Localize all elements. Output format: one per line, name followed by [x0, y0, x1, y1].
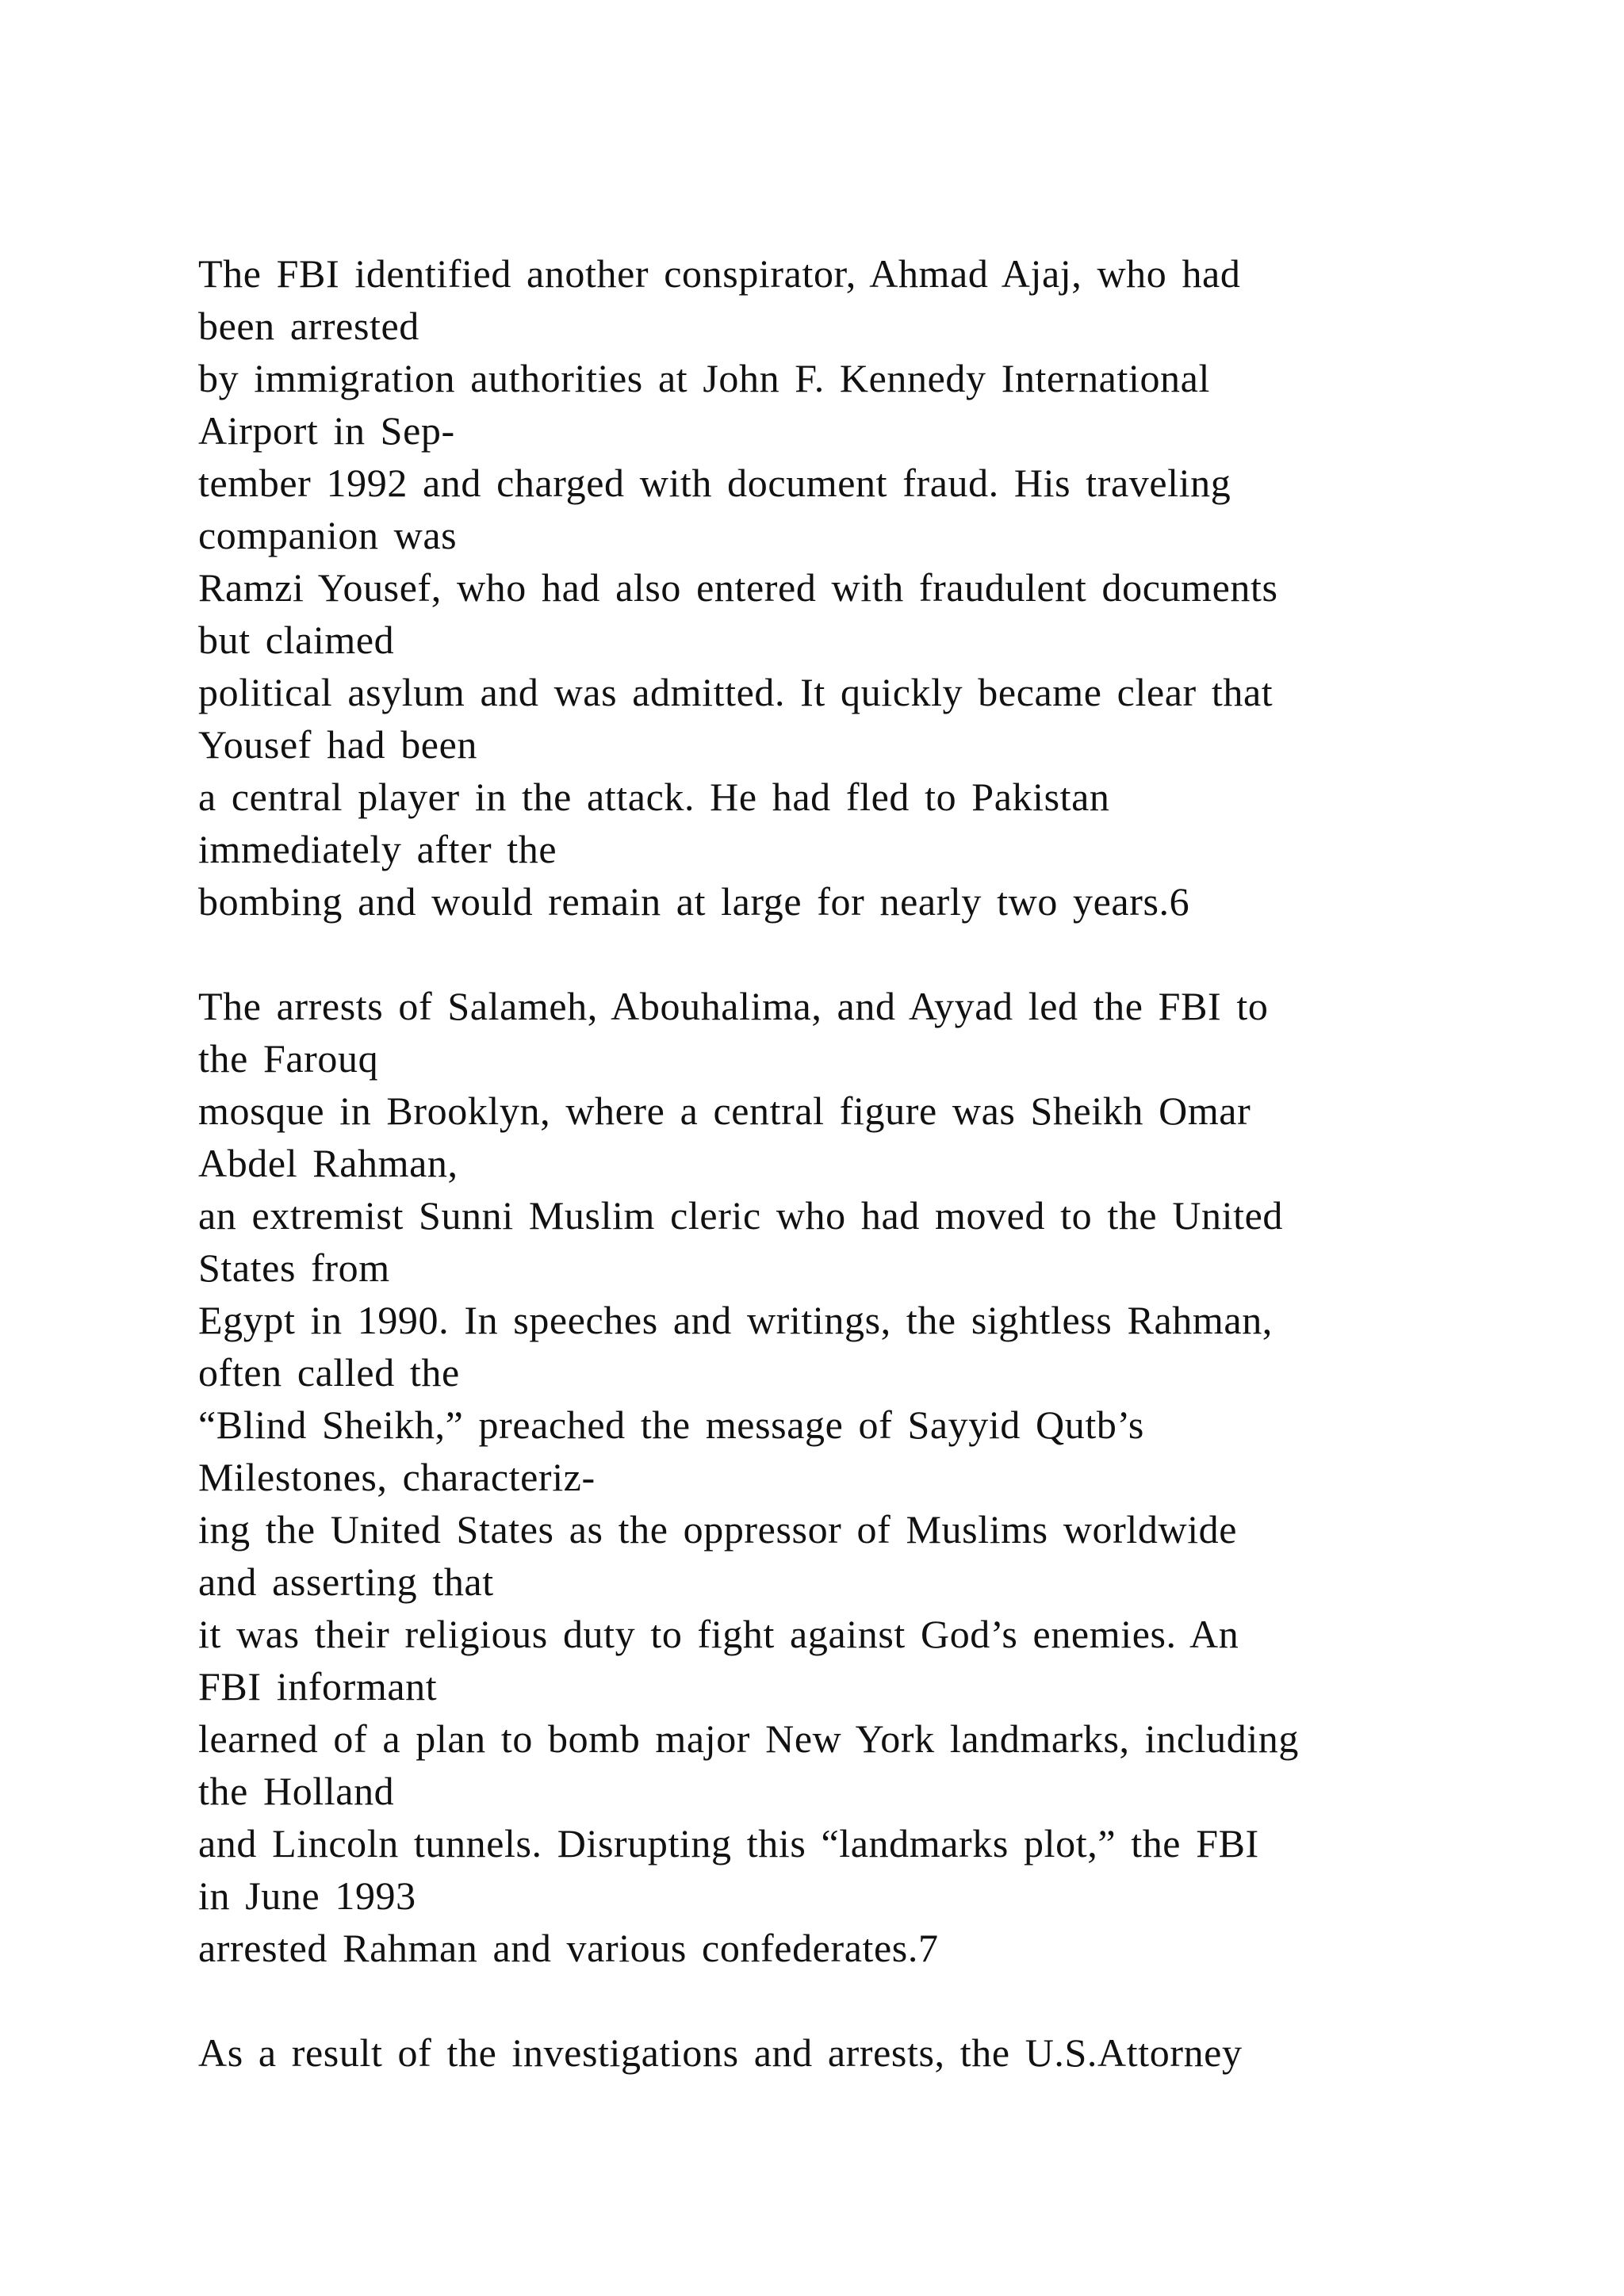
text-line: political asylum and was admitted. It quickly became clear that	[198, 670, 1274, 714]
text-line: Yousef had been	[198, 722, 477, 767]
body-text	[198, 247, 1467, 2079]
text-line: Milestones, characteriz-	[198, 1455, 596, 1499]
text-line: arrested Rahman and various confederates.7	[198, 1926, 939, 1970]
text-line: mosque in Brooklyn, where a central figure was Sheikh Omar	[198, 1089, 1251, 1133]
text-line: tember 1992 and charged with document fraud. His traveling	[198, 461, 1231, 505]
text-line: FBI informant	[198, 1664, 438, 1709]
text-line: bombing and would remain at large for nearly two years.6	[198, 879, 1190, 924]
text-line: learned of a plan to bomb major New York landmarks, including	[198, 1716, 1300, 1761]
paragraph-gap	[198, 928, 1467, 980]
text-line: the Holland	[198, 1769, 395, 1813]
text-line: Airport in Sep-	[198, 408, 455, 453]
text-line: ing the United States as the oppressor of Muslims worldwide	[198, 1507, 1238, 1552]
text-line: and asserting that	[198, 1559, 494, 1604]
text-line: immediately after the	[198, 827, 557, 871]
text-line: States from	[198, 1246, 390, 1290]
text-line: “Blind Sheikh,” preached the message of Sayyid Qutb’s	[198, 1402, 1144, 1447]
paragraph-3	[198, 2026, 1467, 2079]
text-line: in June 1993	[198, 1873, 416, 1918]
text-line: it was their religious duty to fight against God’s enemies. An	[198, 1612, 1239, 1656]
text-line: an extremist Sunni Muslim cleric who had moved to the United	[198, 1193, 1283, 1238]
paragraph-1	[198, 247, 1467, 928]
text-line: often called the	[198, 1350, 460, 1395]
text-line: Egypt in 1990. In speeches and writings, the sightless Rahman,	[198, 1298, 1273, 1342]
text-line: been arrested	[198, 304, 419, 348]
text-line: and Lincoln tunnels. Disrupting this “landmarks plot,” the FBI	[198, 1821, 1259, 1866]
text-line: The FBI identified another conspirator, Ahmad Ajaj, who had	[198, 251, 1241, 296]
text-line: a central player in the attack. He had fled to Pakistan	[198, 775, 1110, 819]
text-line: the Farouq	[198, 1036, 379, 1081]
text-line: but claimed	[198, 618, 395, 662]
text-line: Abdel Rahman,	[198, 1141, 458, 1185]
text-line: The arrests of Salameh, Abouhalima, and Ayyad led the FBI to	[198, 984, 1269, 1028]
paragraph-gap	[198, 1974, 1467, 2026]
text-line: Ramzi Yousef, who had also entered with fraudulent documents	[198, 565, 1278, 610]
text-line: companion was	[198, 513, 458, 557]
paragraph-2	[198, 980, 1467, 1974]
text-line: by immigration authorities at John F. Kennedy International	[198, 356, 1210, 400]
text-line: As a result of the investigations and arrests, the U.S.Attorney	[198, 2030, 1243, 2075]
